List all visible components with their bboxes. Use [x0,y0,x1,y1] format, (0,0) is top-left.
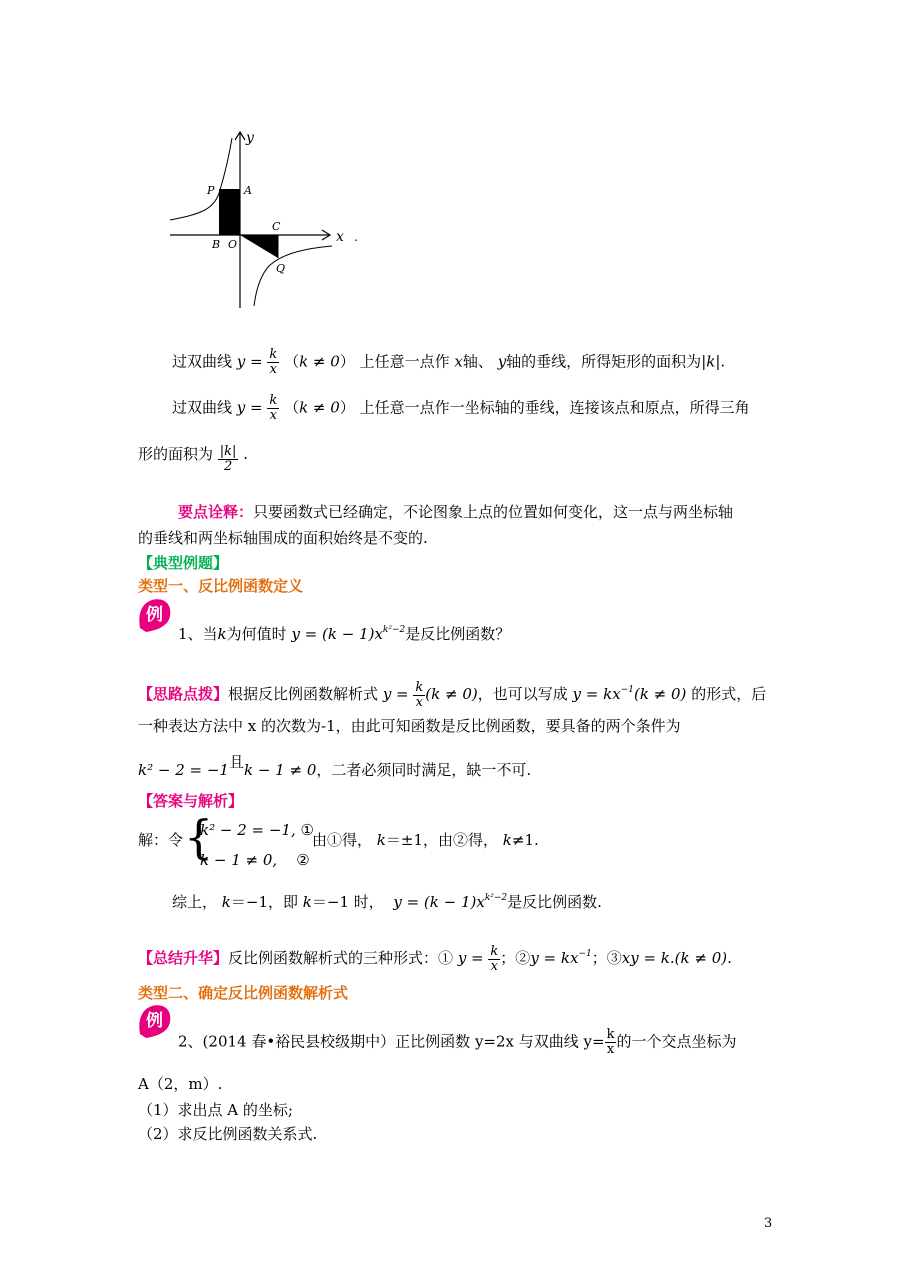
fraction-k-over-x: $\frac{k}{x}$ [269,393,278,423]
key-point-note: 要点诠释：只要函数式已经确定，不论图象上点的位置如何变化，这一点与两坐标轴 [178,503,734,521]
fraction-k-over-x: $\frac{k}{x}$ [415,679,424,710]
hyperbola-triangle-statement-cont: 形的面积为 $\frac{|k|}{2}$ . [138,444,248,474]
hyperbola-rectangle-statement: 过双曲线 y = $\frac{k}{x}$ （k ≠ 0） 上任意一点作 x轴、 y轴的垂线，所得矩形的面积为|k|. [172,347,726,377]
hint-line1: 【思路点拨】根据反比例函数解析式 y = $\frac{k}{x}$ (k ≠ 0)，也可以写成 $y = kx^{-1}(k \ne 0)$ 的形式，后 [138,679,767,710]
system-eq2: k − 1 ≠ 0, ② [200,851,310,869]
typical-examples-heading: 【典型例题】 [138,554,229,572]
system-brace: { [184,810,214,864]
example-badge [136,596,174,634]
hyperbola-triangle-statement: 过双曲线 y = $\frac{k}{x}$ （k ≠ 0） 上任意一点作一坐标轴的垂线，连接该点和原点，所得三角 [172,393,750,423]
label-c: C [272,220,281,233]
answer-heading: 【答案与解析】 [138,792,244,810]
example2-subquestion-2: （2）求反比例函数关系式. [138,1125,318,1143]
example2-point: A（2，m）. [138,1075,223,1093]
key-point-note-cont: 的垂线和两坐标轴围成的面积始终是不变的. [138,529,428,547]
hyperbola-branch-lower-right [254,246,332,306]
trail-dot: . [354,230,358,244]
hint-line3: k² − 2 = −1且k − 1 ≠ 0，二者必须同时满足，缺一不可. [138,753,532,779]
system-eq1: k² − 2 = −1, ① [200,821,314,839]
summary-line: 【总结升华】反比例函数解析式的三种形式：① y = $\frac{k}{x}$ ；②y = $kx^{-1}$；③xy = k.(k ≠ 0). [138,943,732,974]
label-b: B [212,238,221,251]
fraction-k-over-x: $\frac{k}{x}$ [606,1027,615,1057]
svg-text:例: 例 [146,605,163,625]
label-a: A [244,184,252,197]
example2-subquestion-1: （1）求出点 A 的坐标; [138,1101,293,1119]
x-axis-label: x [336,229,344,245]
answer-result: 由①得， k＝±1，由②得， k≠1. [312,831,539,849]
svg-text:例: 例 [146,1011,163,1031]
example1-question: 1、当k为何值时 $y = (k - 1)x^{k^2-2}$是反比例函数？ [178,625,511,643]
type1-heading: 类型一、反比例函数定义 [138,577,304,595]
page-number: 3 [764,1216,773,1231]
hint-line2: 一种表达方法中 x 的次数为-1，由此可知函数是反比例函数，要具备的两个条件为 [138,717,681,735]
shaded-triangle [240,235,278,258]
type2-heading: 类型二、确定反比例函数解析式 [138,984,349,1002]
shaded-rectangle [219,189,240,235]
answer-solution-label: 解：令 [138,831,184,849]
y-axis-label: y [246,130,254,146]
label-o: O [228,238,238,251]
fraction-k-over-x: $\frac{k}{x}$ [269,347,278,377]
answer-conclusion: 综上， k＝−1，即 k＝−1 时， $y = (k - 1)x^{k^2-2}$是反比例函数. [172,893,602,911]
fraction-abs-k-over-2: $\frac{|k|}{2}$ [219,444,237,474]
example2-question: 2、(2014 春•裕民县校级期中）正比例函数 y=2x 与双曲线 y= $\frac{k}{x}$ 的一个交点坐标为 [178,1027,737,1057]
label-q: Q [276,262,286,275]
label-p: P [207,184,215,197]
example-badge [136,1002,174,1040]
hyperbola-graph [160,120,370,320]
fraction-k-over-x: $\frac{k}{x}$ [490,943,499,974]
